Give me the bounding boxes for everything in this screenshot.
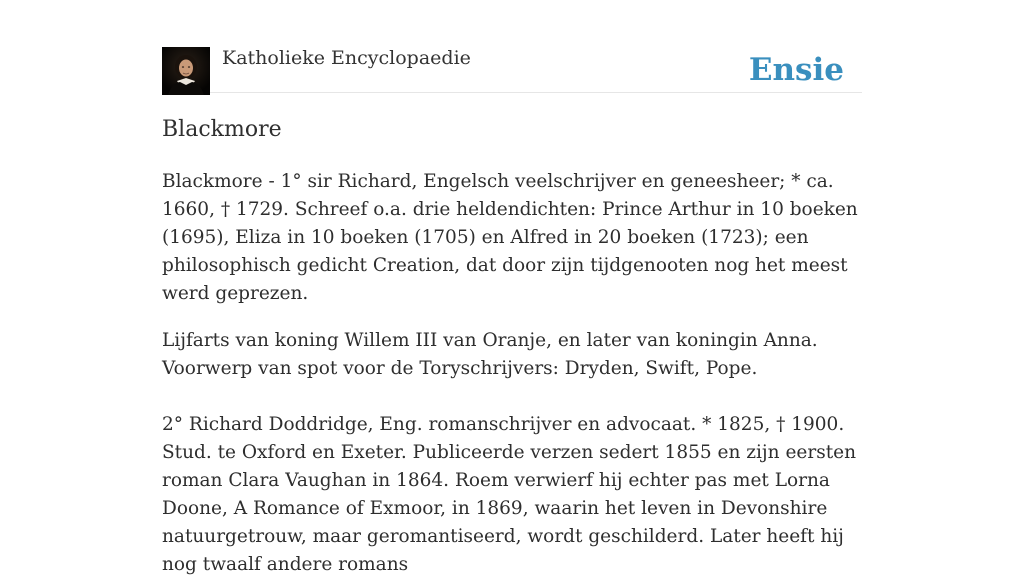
article-paragraph: Lijfarts van koning Willem III van Oranje, en later van koningin Anna. Voorwerp van spot voor de Toryschrijvers: Dryden, Swift, Pope.: [162, 330, 818, 379]
article-paragraph: 2° Richard Doddridge, Eng. romanschrijver en advocaat. * 1825, † 1900. Stud. te Oxford en Exeter. Publiceerde verzen sedert 1855 en zijn eersten roman Clara Vaughan in 1864. Roem verwierf hij echter pas met Lorna Doone, A Romance of Exmoor, in 1869, waarin het leven in Devonshire natuurgetrouw, maar geromantiseerd, wordt geschilderd. Later heeft hij nog twaalf andere romans: [162, 414, 856, 575]
article-body: [162, 168, 862, 579]
portrait-avatar-icon[interactable]: [162, 47, 210, 95]
site-header: [162, 44, 862, 93]
page-title: Blackmore: [162, 117, 282, 142]
brand-logo-link[interactable]: Ensie: [748, 52, 844, 88]
article-paragraph: Blackmore - 1° sir Richard, Engelsch veelschrijver en geneesheer; * ca. 1660, † 1729. Schreef o.a. drie heldendichten: Prince Arthur in 10 boeken (1695), Eliza in 10 boeken (1705) en Alfred in 20 boeken (1723); een philosophisch gedicht Creation, dat door zijn tijdgenooten nog het meest werd geprezen.: [162, 171, 858, 304]
site-title[interactable]: Katholieke Encyclopaedie: [222, 47, 471, 69]
